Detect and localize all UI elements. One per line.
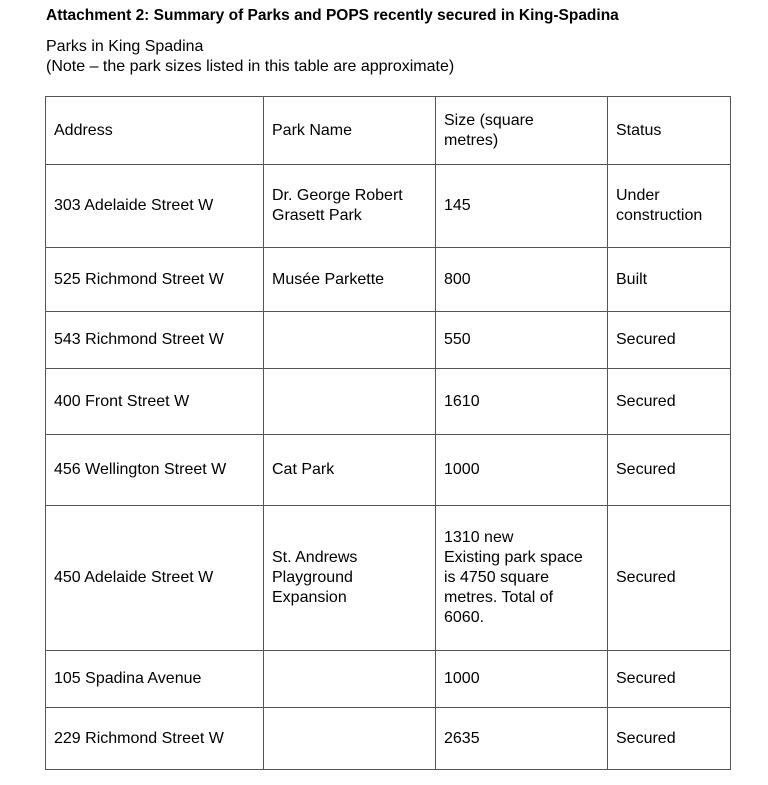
table-row: [46, 369, 731, 435]
cell-status: Secured: [608, 435, 731, 506]
cell-size: 2635: [436, 708, 608, 770]
caption-title: Parks in King Spadina: [46, 38, 204, 55]
cell-status: Secured: [608, 369, 731, 435]
table-row: [46, 651, 731, 708]
cell-park-name: Cat Park: [264, 435, 436, 506]
header-status: Status: [608, 97, 731, 165]
table-row: [46, 165, 731, 248]
header-size: Size (square metres): [436, 97, 608, 165]
cell-address: 543 Richmond Street W: [46, 312, 264, 369]
cell-status: Secured: [608, 708, 731, 770]
cell-status: Secured: [608, 651, 731, 708]
cell-park-name: [264, 651, 436, 708]
cell-address: 450 Adelaide Street W: [46, 506, 264, 651]
cell-address: 525 Richmond Street W: [46, 248, 264, 312]
cell-status: Secured: [608, 506, 731, 651]
header-park-name: Park Name: [264, 97, 436, 165]
header-address: Address: [46, 97, 264, 165]
cell-size: 1310 new Existing park space is 4750 square metres. Total of 6060.: [436, 506, 608, 651]
cell-address: 303 Adelaide Street W: [46, 165, 264, 248]
page-heading: Attachment 2: Summary of Parks and POPS recently secured in King-Spadina: [46, 7, 619, 24]
cell-size: 145: [436, 165, 608, 248]
cell-address: 229 Richmond Street W: [46, 708, 264, 770]
parks-table: [45, 96, 731, 770]
cell-park-name: [264, 312, 436, 369]
table-row: [46, 506, 731, 651]
table-row: [46, 708, 731, 770]
cell-address: 105 Spadina Avenue: [46, 651, 264, 708]
cell-size: 1000: [436, 651, 608, 708]
caption-note: (Note – the park sizes listed in this table are approximate): [46, 58, 455, 75]
cell-size: 1000: [436, 435, 608, 506]
cell-park-name: Dr. George Robert Grasett Park: [264, 165, 436, 248]
table-row: [46, 312, 731, 369]
cell-park-name: St. Andrews Playground Expansion: [264, 506, 436, 651]
table-header-row: [46, 97, 731, 165]
cell-address: 400 Front Street W: [46, 369, 264, 435]
cell-size: 550: [436, 312, 608, 369]
cell-size: 800: [436, 248, 608, 312]
cell-park-name: [264, 708, 436, 770]
cell-status: Secured: [608, 312, 731, 369]
cell-park-name: [264, 369, 436, 435]
cell-size: 1610: [436, 369, 608, 435]
table-caption: [46, 37, 454, 77]
cell-park-name: Musée Parkette: [264, 248, 436, 312]
table-row: [46, 248, 731, 312]
cell-status: Under construction: [608, 165, 731, 248]
cell-address: 456 Wellington Street W: [46, 435, 264, 506]
cell-status: Built: [608, 248, 731, 312]
table-row: [46, 435, 731, 506]
